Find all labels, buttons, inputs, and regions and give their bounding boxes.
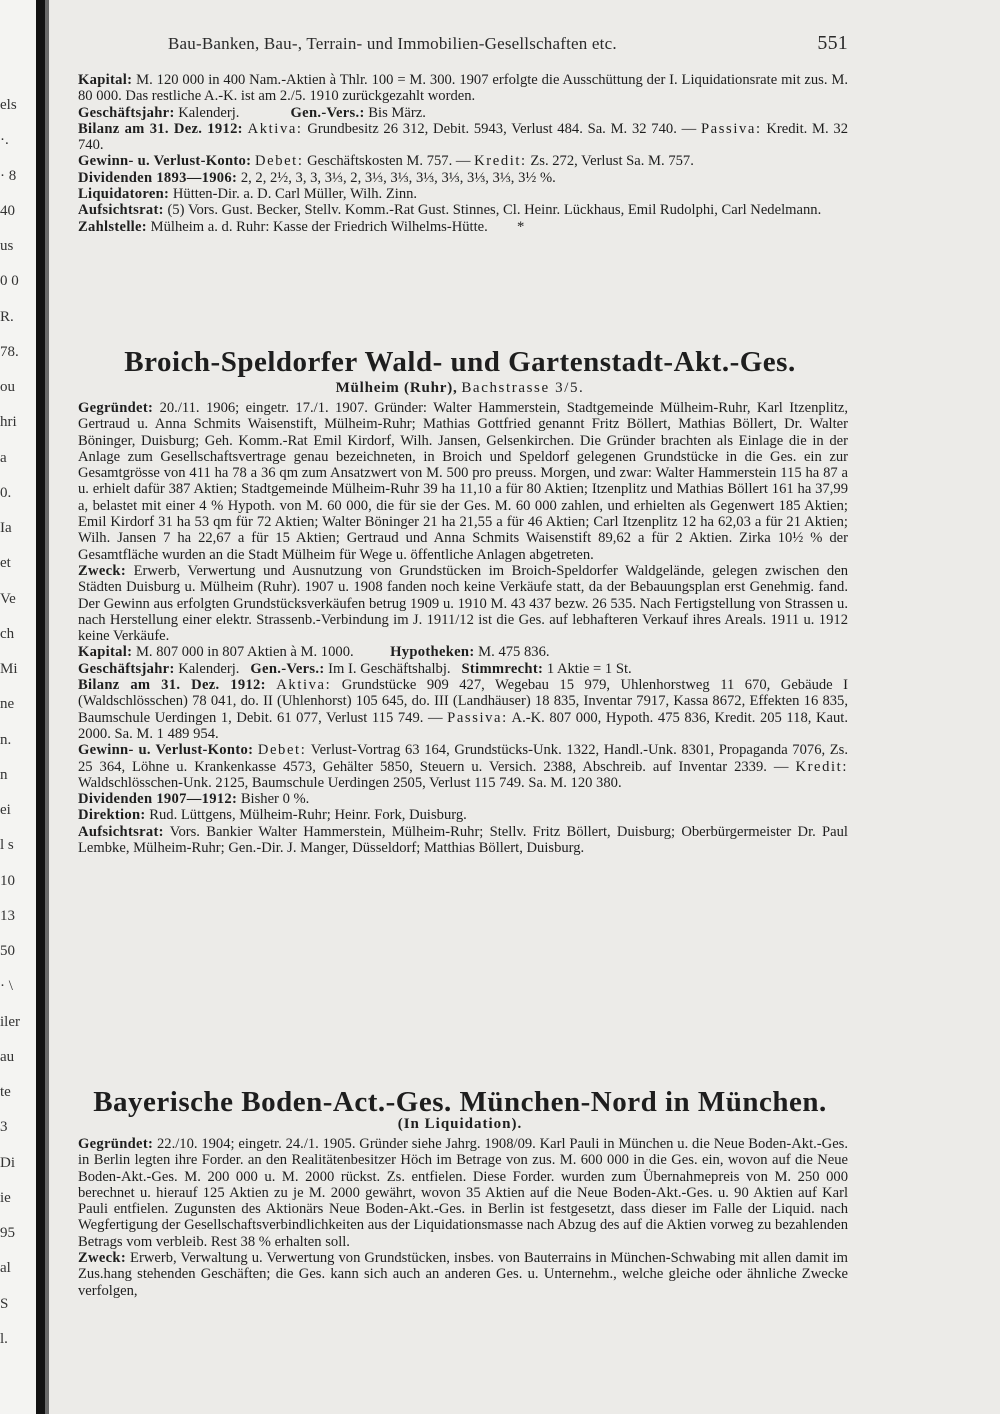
entry2-direktion: Direktion: Rud. Lüttgens, Mülheim-Ruhr; Heinr. Fork, Duisburg. (78, 807, 467, 824)
adjacent-page-fragment: 10 (0, 873, 15, 889)
entry1-zahlstelle: Zahlstelle: Mülheim a. d. Ruhr: Kasse der Friedrich Wilhelms-Hütte. * (78, 218, 525, 235)
running-title: Bau-Banken, Bau-, Terrain- und Immobilien-Gesellschaften etc. (168, 34, 617, 53)
book-spine-shadow (36, 0, 45, 1414)
adjacent-page-fragment: 50 (0, 943, 15, 959)
entry1-liquidatoren: Liquidatoren: Hütten-Dir. a. D. Carl Müller, Wilh. Zinn. (78, 186, 418, 203)
adjacent-page-fragment: ·. (0, 132, 9, 148)
adjacent-page-fragment: S (0, 1296, 9, 1312)
adjacent-page-fragment: Mi (0, 661, 18, 677)
entry-broich-speldorfer (78, 400, 848, 856)
entry1-bilanz: Bilanz am 31. Dez. 1912: Aktiva: Grundbesitz 26 312, Debit. 5943, Verlust 484. Sa. M. 32 740. — Passiva: Kredit. M. 32 740. (78, 120, 849, 154)
adjacent-page-fragment: ch (0, 626, 15, 642)
company-status: (In Liquidation). (397, 1116, 523, 1132)
adjacent-page-fragment: ei (0, 802, 11, 818)
adjacent-page-fragment: ou (0, 379, 15, 395)
entry2-zweck: Zweck: Erwerb, Verwertung und Ausnutzung von Grundstücken im Broich-Speldorfer Waldgelände, gelegen zwischen den Städten Duisburg u. Mülheim (Ruhr). 1907 u. 1908 fanden noch keine Verkäufe statt, da der Bebauungsplan erst Genehmig. fand. Der Gewinn aus erfolgten Grundstücksverkäufen betrug 1909 u. 1910 M. 43 437 bezw. 26 535. Nach Fertigstellung von Strassen u. nach Herstellung einer elektr. Strassenb.-Verbindung im J. 1911/12 ist die Ges. auf lebhafteren Verkauf ihres Areals. 1911 u. 1912 keine Verkäufe. (78, 562, 848, 645)
adjacent-page-fragment: al (0, 1260, 11, 1276)
adjacent-page-fragment: R. (0, 309, 14, 325)
adjacent-page-fragment: · 8 (0, 168, 17, 184)
adjacent-page-fragment: iler (0, 1014, 20, 1030)
adjacent-page-fragment: els (0, 97, 17, 113)
adjacent-page-fragment: ne (0, 696, 15, 712)
entry1-kapital: Kapital: M. 120 000 in 400 Nam.-Aktien à Thlr. 100 = M. 300. 1907 erfolgte die Ausschüttung der I. Liquidationsrate mit zus. M. 80 000. Das restliche A.-K. ist am 2./5. 1910 zurückgezahlt worden. (78, 72, 848, 105)
entry1-aufsichtsrat: Aufsichtsrat: (5) Vors. Gust. Becker, Stellv. Komm.-Rat Gust. Stinnes, Cl. Heinr. Lückhaus, Emil Rudolphi, Carl Nedelmann. (78, 202, 822, 219)
adjacent-page-fragment: n. (0, 732, 12, 748)
entry2-aufsichtsrat: Aufsichtsrat: Vors. Bankier Walter Hammerstein, Mülheim-Ruhr; Stellv. Fritz Böllert, Duisburg; Oberbürgermeister Dr. Paul Lembke, Mülheim-Ruhr; Gen.-Dir. J. Manger, Düsseldorf; Matthias Böllert, Duisburg. (78, 823, 848, 857)
adjacent-page-edge (0, 0, 36, 1414)
adjacent-page-fragment: Ve (0, 591, 16, 607)
entry2-geschaeftsjahr: Geschäftsjahr: Kalenderj. Gen.-Vers.: Im I. Geschäftshalbj. Stimmrecht: 1 Aktie = 1 St. (78, 660, 632, 677)
adjacent-page-fragment: 95 (0, 1225, 15, 1241)
entry2-gegruendet: Gegründet: 20./11. 1906; eingetr. 17./1. 1907. Gründer: Walter Hammerstein, Stadtgemeinde Mülheim-Ruhr, Karl Itzenplitz, Gertraud u. Anna Schmits Waisenstift, Mülheim-Ruhr; Mathias Gottfried genannt Fritz Böllert, Mathias Böllert, Dr. Walter Böninger, Duisburg; Geh. Komm.-Rat Emil Kirdorf, Wilh. Jansen, Gelsenkirchen. Die Gründer brachten als Einlage die in der Anlage zum Gesellschaftsvertrage genau bezeichneten, in Broich und Speldorf gelegenen Grundstücke in die Ges. ein zur Gesamtgrösse von 411 ha 78 a 36 qm zum Ansatzwert von M. 500 pro preuss. Morgen, und zwar: Walter Hammerstein 115 ha 87 a u. erhielt dafür 387 Aktien; Stadtgemeinde Mülheim-Ruhr 39 ha 11,10 a für 80 Aktien; Itzenplitz und Mathias Böllert 161 ha 37,99 a, belastet mit einer 4 % Hypoth. von M. 60 000, die für sie der Ges. M. 60 000 zahlen, und erhielten als Gegenwert 185 Aktien; Emil Kirdorf 31 ha 53 qm für 72 Aktien; Walter Böninger 21 ha 21,55 a für 46 Aktien; Carl Itzenplitz 12 ha 62,03 a für 21 Aktien; Wilh. Jansen 7 ha 22,67 a für 15 Aktien; Gertraud und Anna Schmits Waisenstift 89,62 a für 2 Aktien. Zirka 10½ % der Gesamtfläche wurden an die Stadt Mülheim für Wege u. öffentliche Anlagen abgetreten. (78, 400, 848, 563)
adjacent-page-fragment: te (0, 1084, 11, 1100)
adjacent-page-fragment: Ia (0, 520, 12, 536)
entry2-dividenden: Dividenden 1907—1912: Bisher 0 %. (78, 791, 310, 808)
adjacent-page-fragment: l. (0, 1331, 8, 1347)
adjacent-page-fragment: Di (0, 1155, 15, 1171)
entry2-guv: Gewinn- u. Verlust-Konto: Debet: Verlust-Vortrag 63 164, Grundstücks-Unk. 1322, Handl.-Unk. 8301, Propaganda 7076, Zs. 25 364, Löhne u. Krankenkasse 4573, Gehälter 5850, Steuern u. Versich. 2388, Abschreib. auf Inventar 2339. — Kredit: Waldschlösschen-Unk. 2125, Baumschule Uerdingen 2505, Verlust 115 749. Sa. M. 120 380. (78, 742, 848, 791)
company-heading: Bayerische Boden-Act.-Ges. München-Nord in München. (93, 1086, 827, 1118)
adjacent-page-fragment: · \ (0, 978, 13, 994)
adjacent-page-fragment: 0. (0, 485, 12, 501)
adjacent-page-fragment: a (0, 450, 7, 466)
adjacent-page-fragment: 40 (0, 203, 15, 219)
adjacent-page-fragment: l s (0, 837, 14, 853)
adjacent-page-fragment: hri (0, 414, 17, 430)
adjacent-page-fragment: 78. (0, 344, 19, 360)
entry2-bilanz: Bilanz am 31. Dez. 1912: Aktiva: Grundstücke 909 427, Wegebau 15 979, Uhlenhorstweg 11 670, Gebäude I (Waldschlösschen) 78 041, do. II (Uhlenhorst) 105 645, do. III (Landhäuser) 18 835, Inventar 7917, Kassa 8672, Effekten 16 835, Baumschule Uerdingen 1, Debit. 61 077, Verlust 115 749. — Passiva: A.-K. 807 000, Hypoth. 475 836, Kredit. 205 118, Kaut. 2000. Sa. M. 1 489 954. (78, 677, 848, 742)
book-spine-edge (45, 0, 49, 1414)
entry1-guv: Gewinn- u. Verlust-Konto: Debet: Geschäftskosten M. 757. — Kredit: Zs. 272, Verlust Sa. M. 757. (78, 153, 694, 170)
running-head (168, 34, 848, 54)
entry-bayerische-boden (78, 1136, 848, 1299)
adjacent-page-fragment: ie (0, 1190, 11, 1206)
adjacent-page-fragment: 0 0 (0, 273, 19, 289)
adjacent-page-fragment: et (0, 555, 11, 571)
company-location: Mülheim (Ruhr), Bachstrasse 3/5. (335, 380, 585, 396)
adjacent-page-fragment: au (0, 1049, 15, 1065)
company-heading: Broich-Speldorfer Wald- und Gartenstadt-Akt.-Ges. (124, 346, 796, 378)
adjacent-page-fragment: 13 (0, 908, 15, 924)
entry1-geschaeftsjahr: Geschäftsjahr: Kalenderj. Gen.-Vers.: Bis März. (78, 104, 426, 121)
page-number: 551 (817, 32, 848, 54)
adjacent-page-fragment: n (0, 767, 8, 783)
entry1-dividenden: Dividenden 1893—1906: 2, 2, 2½, 3, 3, 3⅓, 2, 3⅓, 3⅓, 3⅓, 3⅓, 3⅓, 3⅓, 3½ %. (78, 169, 556, 186)
entry3-zweck: Zweck: Erwerb, Verwaltung u. Verwertung von Grundstücken, insbes. von Bauterrains in München-Schwabing mit allen damit im Zus.hang stehenden Geschäften; die Ges. kann sich auch an anderen Ges. u. Unternehm., welche gleiche oder ähnliche Zwecke verfolgen, (78, 1250, 848, 1299)
entry2-kapital: Kapital: M. 807 000 in 807 Aktien à M. 1000. Hypotheken: M. 475 836. (78, 644, 550, 661)
adjacent-page-fragment: 3 (0, 1119, 8, 1135)
entry-previous-continuation (78, 72, 848, 235)
entry-separator-star: * (516, 218, 525, 235)
adjacent-page-fragment: us (0, 238, 14, 254)
entry3-gegruendet: Gegründet: 22./10. 1904; eingetr. 24./1. 1905. Gründer siehe Jahrg. 1908/09. Karl Pauli in München u. die Neue Boden-Akt.-Ges. in Berlin legten ihre Forder. an den Realitätenbesitzer Höch im Betrage von zus. M. 600 000 in die Ges. ein, wovon auf die Neue Boden-Akt.-Ges. M. 200 000 u. M. 2000 rückst. Zs. entfielen. Diese Forder. wurden zum Übernahmepreis von M. 250 000 berechnet u. hierauf 125 Aktien zu je M. 2000 gewährt, wovon 35 Aktien auf die Neue Boden-Akt.-Ges. u. 90 Aktien auf Karl Pauli entfielen. Zugunsten des Aktionärs Neue Boden-Akt.-Ges. in Berlin ist festgesetzt, dass dieser im Falle der Liquid. nach Wegfertigung der Gesellschaftsverbindlichkeiten aus der Liquidationsmasse nach Abzug des auf die Aktien vorweg zu bezahlenden Betrags vom verbleib. Rest 38 % erhalten soll. (78, 1136, 849, 1250)
